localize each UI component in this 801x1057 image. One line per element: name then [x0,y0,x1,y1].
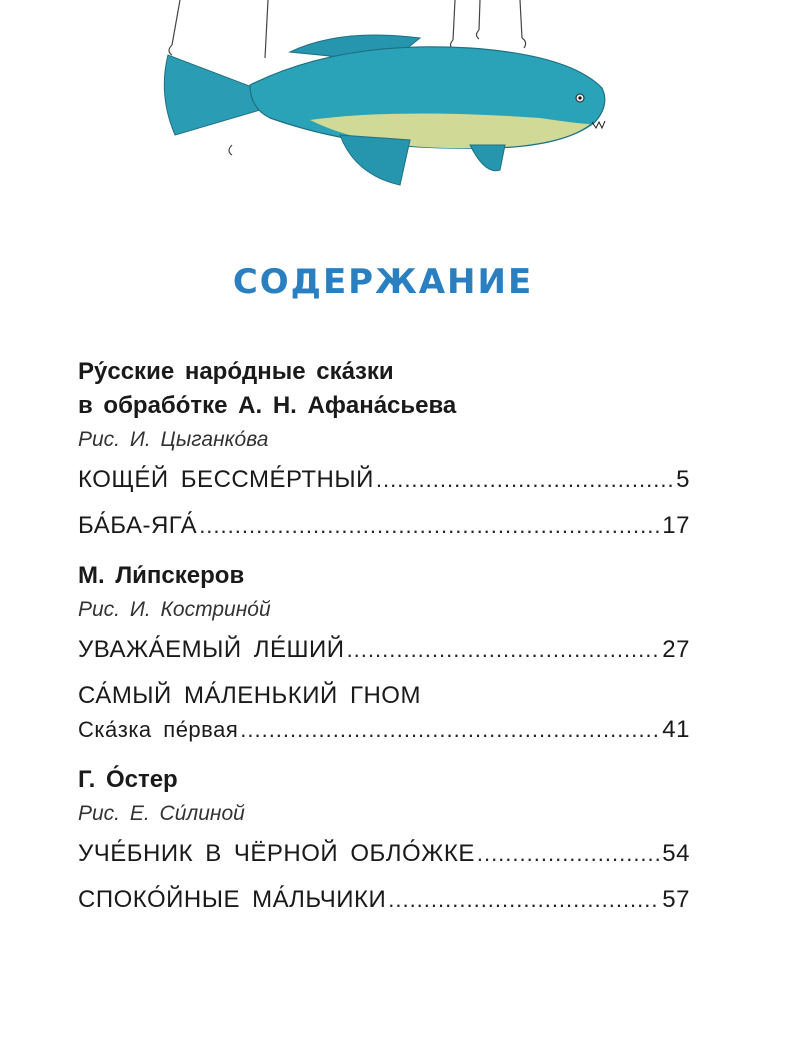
toc-entry[interactable] [78,837,690,871]
fish-illustration [140,0,640,215]
toc-entry[interactable] [78,713,690,747]
story-heading: СА́МЫЙ МА́ЛЕНЬКИЙ ГНОМ [78,682,421,709]
fish-rear-fin [470,145,505,171]
dot-leader [477,837,660,871]
dot-leader [199,509,660,543]
dot-leader [376,463,674,497]
page-number: 27 [662,636,690,663]
dot-leader [347,633,661,667]
entry-title: БА́БА-ЯГА́ [78,512,198,539]
illustrator-credit: Рис. Е. Си́линой [78,802,245,825]
page-number: 54 [662,840,690,867]
fish-tail [164,55,260,135]
toc-entry[interactable] [78,883,690,917]
author-heading-line2: в обрабо́тке А. Н. Афана́сьева [78,392,457,419]
page-number: 5 [676,466,690,493]
illustrator-credit: Рис. И. Кострино́й [78,598,271,621]
entry-title: СПОКО́ЙНЫЕ МА́ЛЬЧИКИ [78,886,387,913]
author-heading: Ру́сские наро́дные ска́зки [78,358,394,385]
entry-title: Ска́зка пе́рвая [78,717,239,742]
section-afanasyev [78,355,690,543]
author-heading: М. Ли́пскеров [78,562,245,589]
fish-bottom-fin [340,135,410,185]
section-lipskerov [78,559,690,747]
page-number: 57 [662,886,690,913]
dot-leader [240,713,660,747]
entry-title: КОЩЕ́Й БЕССМЕ́РТНЫЙ [78,466,374,493]
author-heading: Г. О́стер [78,766,178,793]
dot-leader [388,883,660,917]
page-title: СОДЕРЖАНИЕ [232,262,534,302]
page-number: 17 [662,512,690,539]
illustrator-credit: Рис. И. Цыганко́ва [78,428,269,451]
section-oster [78,763,690,917]
entry-title: УВАЖА́ЕМЫЙ ЛЕ́ШИЙ [78,636,345,663]
page-number: 41 [662,716,690,743]
toc-entry[interactable] [78,509,690,543]
entry-title: УЧЕ́БНИК В ЧЁРНОЙ ОБЛО́ЖКЕ [78,840,475,867]
toc-entry[interactable] [78,463,690,497]
toc-entry[interactable] [78,633,690,667]
table-of-contents [78,355,690,933]
